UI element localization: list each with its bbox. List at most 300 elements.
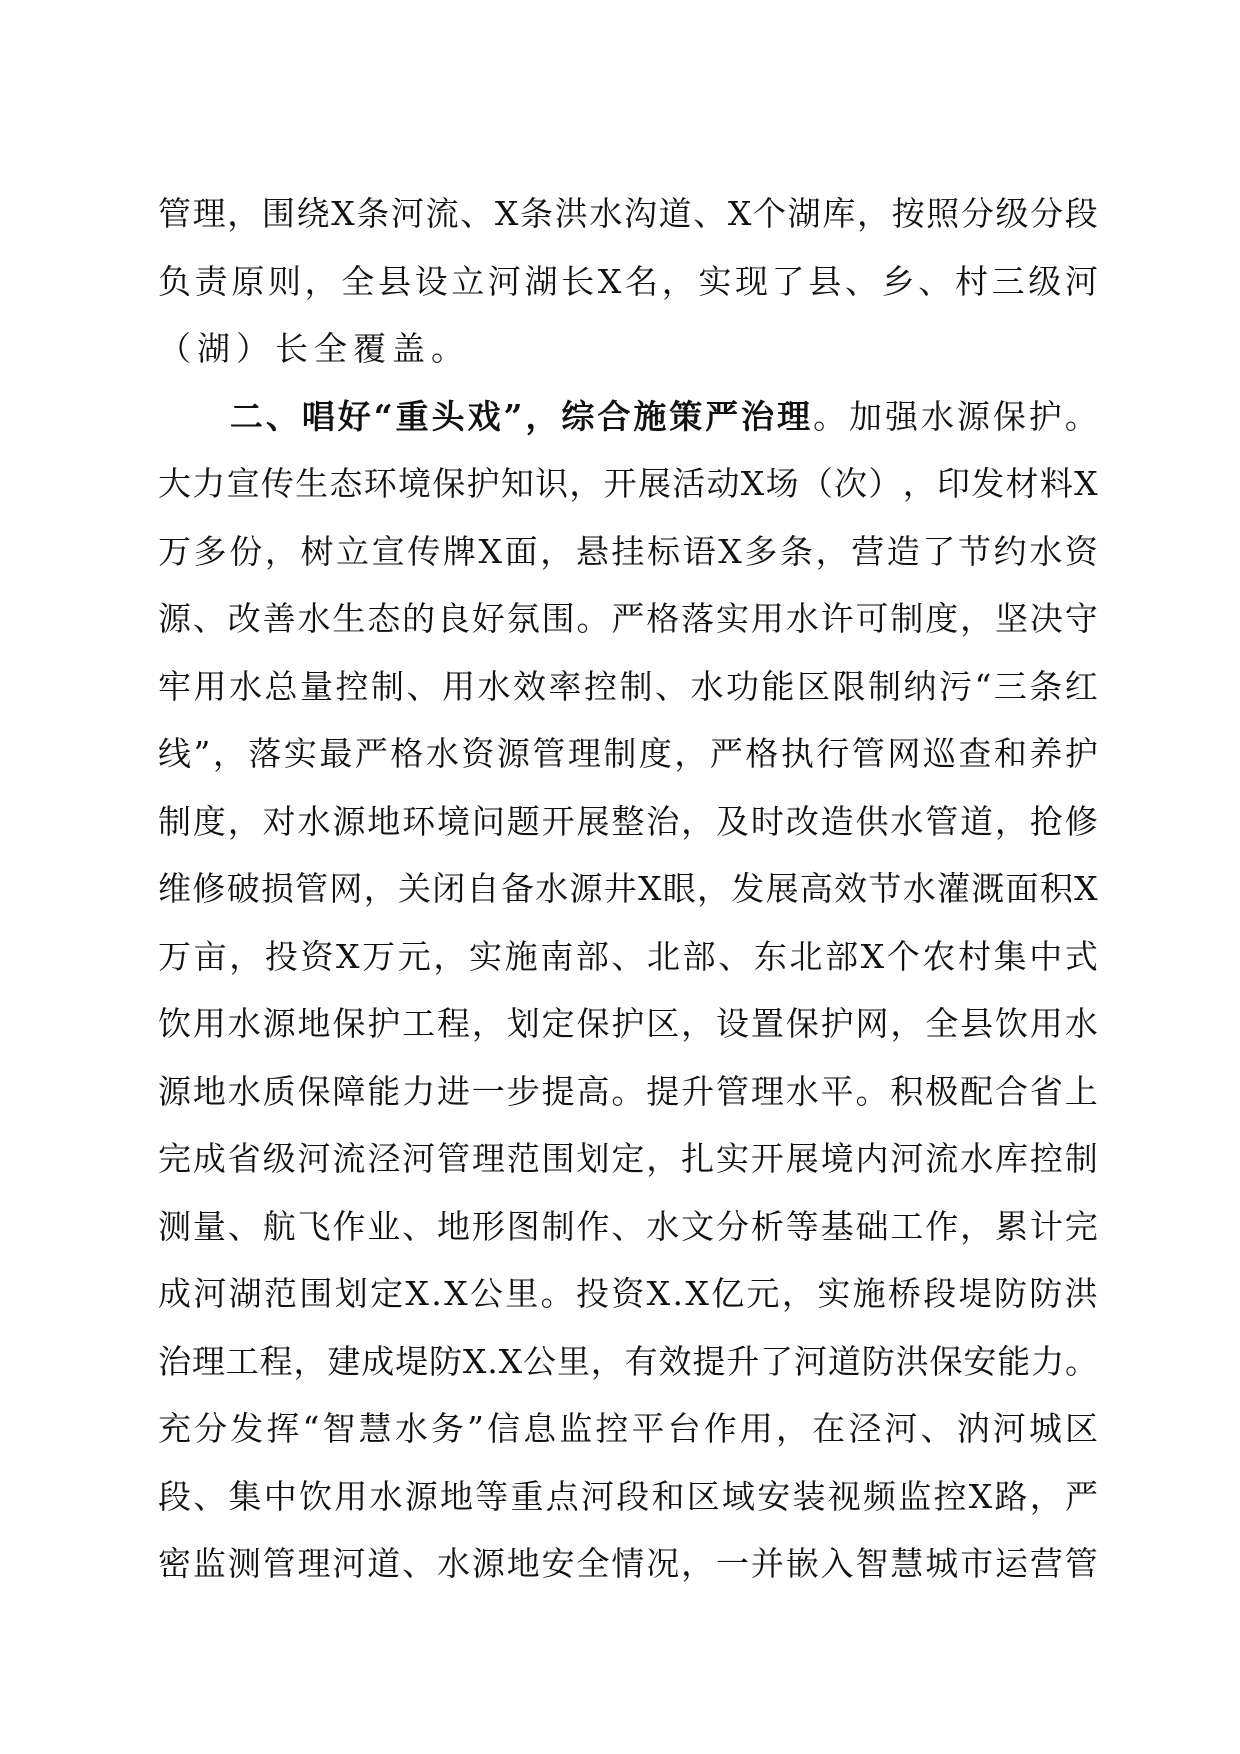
text-char: 发 (731, 869, 765, 908)
text-char: 宣 (226, 464, 260, 503)
text-char: ” (193, 734, 211, 773)
text-char: 用 (334, 1476, 368, 1516)
text-char: 水 (785, 1071, 819, 1111)
text-char: 水 (960, 1139, 994, 1178)
text-char: 地 (192, 1071, 226, 1111)
text-char: 格 (745, 734, 779, 773)
text-char: 源 (569, 869, 603, 908)
text-char: 累 (995, 1206, 1028, 1246)
text-char: 湖 (197, 329, 236, 368)
text-char: X (718, 531, 742, 571)
text-char: 农 (922, 936, 956, 976)
text-char: 用 (750, 599, 784, 638)
text-char: 桥 (887, 1274, 921, 1313)
text-char: 动 (706, 464, 740, 503)
text-char: 效 (834, 869, 868, 908)
text-char: 。 (813, 396, 847, 436)
text-char: 河 (890, 1139, 924, 1178)
text-char: 设 (414, 261, 448, 301)
text-char: 流 (332, 1139, 366, 1178)
text-char: 并 (750, 1544, 784, 1583)
text-char: 格 (390, 734, 424, 773)
text-char: 形 (471, 1206, 505, 1246)
text-char: 分 (194, 1409, 228, 1448)
text-char: 实 (817, 1274, 851, 1313)
text-char: 理 (297, 1544, 331, 1583)
text-char: 流 (425, 194, 459, 233)
text-char: ， (433, 936, 467, 976)
text-char: 防 (861, 1341, 895, 1381)
text-char: 东 (753, 936, 787, 976)
text-char: 文 (681, 1206, 715, 1246)
text-char: 部 (575, 936, 609, 976)
text-char: 平 (631, 1409, 665, 1448)
text-char: 保 (332, 1004, 366, 1043)
text-char: 氛 (506, 599, 540, 638)
text-char: 测 (158, 1206, 191, 1246)
text-char: 台 (667, 1409, 701, 1448)
text-char: 眼 (662, 869, 696, 908)
text-char: 题 (506, 801, 540, 841)
text-char: 湖 (524, 261, 558, 301)
text-char: 定 (370, 1274, 404, 1313)
text-char: 境 (397, 464, 431, 503)
text-char: 境 (437, 801, 470, 841)
text-char: 区 (686, 1476, 720, 1516)
text-char: ， (590, 1341, 624, 1381)
text-char: 了 (771, 261, 805, 301)
text-char: 、 (227, 1206, 261, 1246)
text-char: 严 (705, 396, 739, 436)
text-char: 管 (532, 734, 566, 773)
text-char: 完 (1064, 1206, 1098, 1246)
text-char: 及 (716, 801, 749, 841)
text-char: 理 (192, 194, 226, 233)
text-char: ， (569, 464, 603, 503)
text-char: 治 (158, 1341, 191, 1381)
text-char: 实 (283, 734, 317, 773)
text-char: ， (781, 1274, 815, 1313)
text-char: 务 (430, 1409, 464, 1448)
text-char: 管 (925, 801, 959, 841)
text-char: 材 (1005, 464, 1039, 503)
text-char: 策 (669, 396, 703, 436)
text-char: 落 (681, 599, 715, 638)
text-char: 情 (611, 1544, 645, 1583)
text-char: 控 (584, 666, 617, 706)
text-char: 实 (716, 1139, 749, 1178)
text-char: 安 (963, 1341, 997, 1381)
text-char: 在 (812, 1409, 846, 1448)
text-char: 灌 (936, 869, 970, 908)
text-char: 业 (367, 1206, 401, 1246)
text-char: 覆 (353, 329, 392, 368)
text-char: 南 (540, 936, 574, 976)
text-char: 闭 (432, 869, 466, 908)
text-char: 。 (1064, 396, 1098, 436)
text-char: X (336, 936, 360, 976)
text-char: （ (799, 464, 833, 503)
text-char: 用 (442, 666, 475, 706)
text-char: X (637, 869, 662, 908)
text-char: 许 (820, 599, 854, 638)
text-char: 、 (718, 936, 752, 976)
text-char: 信 (487, 1409, 520, 1448)
text-char: ， (304, 261, 338, 301)
text-char: 态 (329, 464, 363, 503)
text-char: 上 (1064, 1071, 1098, 1111)
text-char: ， (890, 1004, 924, 1043)
text-char: 北 (789, 936, 823, 976)
text-char: 力 (192, 464, 226, 503)
text-char: 范 (264, 1274, 298, 1313)
text-char: 营 (1029, 1544, 1063, 1583)
text-char: 成 (361, 1341, 395, 1381)
text-char: 划 (576, 1139, 610, 1178)
text-char: 良 (437, 599, 470, 638)
text-char: 量 (300, 666, 333, 706)
text-char: 一 (471, 1071, 505, 1111)
text-char: 水 (297, 599, 331, 638)
text-line (158, 855, 1098, 923)
text-char: 水 (589, 194, 623, 233)
text-char: ， (960, 599, 994, 638)
text-char: 挂 (611, 531, 645, 571)
text-char: 改 (785, 801, 819, 841)
text-char: 水 (227, 1004, 261, 1043)
text-char: 挥 (266, 1409, 300, 1448)
text-char: 航 (262, 1206, 296, 1246)
text-line (158, 1395, 1098, 1463)
text-char: 全 (341, 261, 375, 301)
text-char: 嵌 (785, 1544, 819, 1583)
text-char: 泾 (848, 1409, 882, 1448)
text-char: ， (681, 801, 715, 841)
text-char: 条 (1029, 666, 1063, 706)
text-char: 水 (229, 666, 262, 706)
text-char: ， (227, 801, 261, 841)
text-char: 宣 (371, 531, 405, 571)
text-char: 自 (466, 869, 500, 908)
text-line (158, 1328, 1098, 1396)
text-char: 度 (192, 801, 226, 841)
text-char: 管 (295, 869, 329, 908)
text-char: 等 (475, 1476, 509, 1516)
text-char: 、 (611, 936, 645, 976)
text-char: 制 (890, 599, 924, 638)
text-char: 。 (855, 1071, 889, 1111)
text-char: 树 (300, 531, 334, 571)
text-char: 护 (367, 1004, 401, 1043)
text-char: 分 (1030, 194, 1064, 233)
text-char: 网 (855, 1004, 889, 1043)
text-char: 源 (956, 396, 990, 436)
text-char: . (431, 1274, 442, 1313)
text-char: 理 (471, 1139, 505, 1178)
text-char: 、 (693, 194, 727, 233)
text-char: 管 (716, 1071, 749, 1111)
text-char: 善 (262, 599, 296, 638)
text-char: 水 (394, 1409, 428, 1448)
text-char: 充 (158, 1409, 191, 1448)
text-char: 、 (402, 1206, 436, 1246)
text-char: 份 (229, 531, 263, 571)
text-char: 水 (425, 734, 459, 773)
text-char: 保 (297, 1071, 331, 1111)
text-char: 率 (548, 666, 582, 706)
text-char: 立 (336, 531, 370, 571)
text-char: 定 (541, 1004, 575, 1043)
text-char: 发 (230, 1409, 264, 1448)
text-char: 度 (638, 734, 672, 773)
text-char: 地 (367, 801, 401, 841)
text-char: 强 (884, 396, 918, 436)
text-char: 开 (750, 1139, 784, 1178)
text-char: 智 (855, 1544, 889, 1583)
text-char: 环 (402, 801, 436, 841)
text-line (158, 450, 1098, 518)
text-char: 用 (739, 1409, 773, 1448)
text-char: 面 (1005, 869, 1039, 908)
text-char: 管 (158, 194, 191, 233)
text-char: 水 (785, 599, 819, 638)
text-char: 资 (611, 1274, 645, 1313)
text-char: 料 (1039, 464, 1073, 503)
text-char: 视 (827, 1476, 861, 1516)
text-char: ， (815, 531, 849, 571)
text-char: 地 (297, 1004, 331, 1043)
text-char: 测 (227, 1544, 261, 1583)
text-char: 合 (597, 396, 631, 436)
text-char: 严 (1065, 1476, 1098, 1516)
text-char: 万 (362, 936, 396, 976)
text-char: 配 (960, 1071, 994, 1111)
text-char: 洪 (1064, 1274, 1098, 1313)
text-char: 河 (794, 1341, 827, 1381)
text-char: 段 (923, 1274, 957, 1313)
text-char: 线 (158, 734, 191, 773)
text-char: 了 (922, 531, 956, 571)
text-char: 管 (262, 1544, 296, 1583)
text-char: 、 (844, 261, 878, 301)
text-char: “ (974, 666, 992, 706)
text-char: 修 (192, 869, 226, 908)
text-char: 溉 (971, 869, 1005, 908)
text-char: 制 (541, 1206, 575, 1246)
text-char: ， (697, 869, 730, 908)
text-char: 开 (603, 464, 637, 503)
text-char: 省 (1029, 1071, 1063, 1111)
text-char: 亿 (711, 1274, 745, 1313)
text-char: 度 (925, 599, 959, 638)
text-char: 工 (402, 1004, 436, 1043)
text-line (158, 1260, 1098, 1328)
text-char: 频 (863, 1476, 896, 1516)
text-char: 资 (461, 734, 495, 773)
text-char: ” (503, 396, 523, 436)
text-char: 分 (716, 1206, 749, 1246)
text-char: 河 (487, 261, 521, 301)
text-char: 控 (933, 1476, 967, 1516)
text-char: 理 (567, 734, 601, 773)
text-char: 堤 (395, 1341, 429, 1381)
text-char: 生 (295, 464, 329, 503)
text-char: 。 (611, 1071, 645, 1111)
text-char: X (478, 531, 502, 571)
text-char: ， (227, 194, 261, 233)
text-char: 慧 (890, 1544, 924, 1583)
text-char (158, 383, 191, 451)
text-char: 置 (750, 1004, 784, 1043)
text-char: 理 (191, 1341, 225, 1381)
text-char: 限 (832, 666, 866, 706)
text-char: ） (868, 464, 902, 503)
text-char: 公 (469, 1274, 503, 1313)
text-char: 等 (785, 1206, 819, 1246)
text-char: 盖 (392, 329, 431, 368)
text-char: 展 (785, 1139, 819, 1178)
text-char: 运 (995, 1544, 1028, 1583)
text-char: 区 (797, 666, 830, 706)
text-char: X (498, 1341, 523, 1381)
text-char: 路 (994, 1476, 1028, 1516)
text-char: 极 (925, 1071, 959, 1111)
text-char: 水 (369, 1476, 403, 1516)
text-char: 水 (1029, 531, 1063, 571)
text-char: 护 (1064, 734, 1098, 773)
text-char: 治 (646, 801, 680, 841)
text-char: 源 (158, 1071, 191, 1111)
text-char: 能 (367, 1071, 401, 1111)
text-char: X (1074, 869, 1098, 908)
text-char: 流 (925, 1139, 959, 1178)
text-char: 图 (506, 1206, 540, 1246)
text-char: 护 (820, 1004, 854, 1043)
text-char: 河 (193, 1274, 227, 1313)
text-char: 好 (471, 599, 505, 638)
text-char: 水 (535, 869, 569, 908)
text-char: 建 (327, 1341, 361, 1381)
text-char: 能 (761, 666, 795, 706)
text-char: 整 (611, 801, 645, 841)
text-char: 有 (624, 1341, 658, 1381)
text-char: 沟 (623, 194, 657, 233)
text-char: 地 (437, 1206, 470, 1246)
text-line (158, 248, 1098, 316)
text-char: 理 (777, 396, 811, 436)
text-char: 保 (576, 1004, 610, 1043)
text-char: 重 (510, 1476, 544, 1516)
text-char: 。 (540, 1274, 574, 1313)
text-char: 问 (471, 801, 505, 841)
text-char: 负 (158, 261, 191, 301)
text-char: 施 (504, 936, 538, 976)
text-char: 库 (822, 194, 856, 233)
text-char: 效 (513, 666, 546, 706)
text-char: 施 (852, 1274, 886, 1313)
text-char: ， (960, 1206, 994, 1246)
text-char: 三 (993, 666, 1027, 706)
text-char: X (968, 1476, 993, 1516)
text-char: 析 (750, 1206, 784, 1246)
text-char: 头 (431, 396, 465, 436)
text-char: ， (674, 734, 708, 773)
text-char: 坚 (995, 599, 1028, 638)
text-char: 河 (992, 1409, 1026, 1448)
text-char: 守 (1064, 599, 1098, 638)
text-char: 管 (1064, 1544, 1098, 1583)
text-char: 造 (820, 801, 854, 841)
text-char: 提 (692, 1341, 726, 1381)
text-char: 进 (437, 1071, 470, 1111)
text-char: 、 (192, 599, 226, 638)
text-char: 传 (407, 531, 441, 571)
text-char: 。 (576, 599, 610, 638)
text-char: 了 (760, 1341, 794, 1381)
text-char: 严 (354, 734, 388, 773)
text-char: 悬 (575, 531, 609, 571)
text-char: 平 (820, 1071, 854, 1111)
text-char: 全 (925, 1004, 959, 1043)
text-char: 源 (158, 599, 191, 638)
text-char: 约 (993, 531, 1027, 571)
text-char: 、 (611, 1206, 645, 1246)
body-text (158, 180, 1098, 1598)
text-char: 查 (958, 734, 992, 773)
text-char: 实 (468, 936, 502, 976)
text-line (158, 1530, 1098, 1598)
text-char: 展 (576, 801, 610, 841)
text-line (158, 1125, 1098, 1193)
text-char: 管 (437, 1139, 470, 1178)
text-char: 绕 (296, 194, 330, 233)
text-char: 洪 (895, 1341, 929, 1381)
text-char: 。 (431, 329, 470, 368)
text-char: （ (158, 329, 197, 368)
text-char: 则 (267, 261, 301, 301)
text-char: ， (776, 1409, 809, 1448)
text-char: 印 (936, 464, 970, 503)
text-char: 条 (356, 194, 390, 233)
text-char: 现 (735, 261, 768, 301)
text-char: 县 (808, 261, 842, 301)
text-char: 水 (902, 869, 936, 908)
text-char: ， (229, 936, 263, 976)
text-char: 亩 (193, 936, 227, 976)
text-char: 级 (262, 1139, 296, 1178)
text-char: 知 (500, 464, 534, 503)
text-line (158, 788, 1098, 856)
text-char: 施 (633, 396, 667, 436)
text-char: 质 (262, 1071, 296, 1111)
text-char: 饮 (995, 1004, 1028, 1043)
text-char: 湖 (228, 1274, 262, 1313)
text-char: 抢 (1029, 801, 1063, 841)
text-char: X (494, 194, 519, 233)
text-char: 源 (471, 1544, 505, 1583)
text-char: 条 (520, 194, 554, 233)
section-heading-line (158, 383, 1098, 451)
text-char: 好 (337, 396, 371, 436)
text-char: X (597, 261, 622, 301)
text-char: ） (236, 329, 275, 368)
text-char: 条 (779, 531, 813, 571)
text-char: 万 (158, 936, 191, 976)
text-char: 围 (541, 1139, 575, 1178)
text-char: 水 (227, 1071, 261, 1111)
text-char: 高 (799, 869, 833, 908)
text-char: 源 (404, 1476, 438, 1516)
